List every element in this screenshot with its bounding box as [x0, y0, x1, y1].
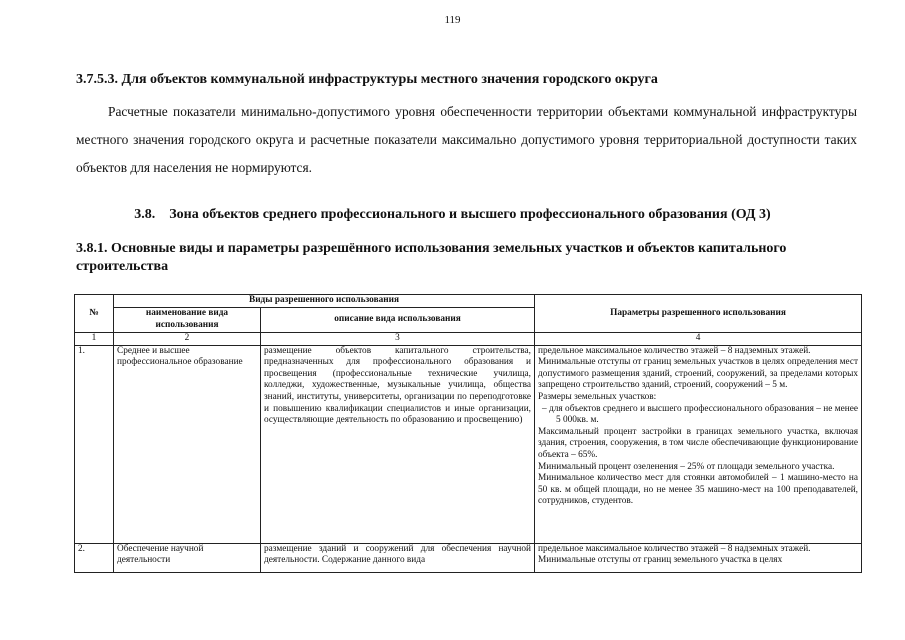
section-number: 3.8. [134, 207, 156, 222]
use-type-description: размещение объектов капитального строительства, предназначенных для профессионального образования и просвещения (профессиональные технические училища, колледжи, художественные, музыкальные училища, общества знаний, институты, университеты, организации по переподготовке и повышению квалификации специалистов и иные организации, осуществляющие деятельность по образованию и просвещению) [261, 345, 535, 543]
row-number: 1. [75, 345, 114, 543]
index-cell: 1 [75, 333, 114, 346]
use-type-description: размещение зданий и сооружений для обеспечения научной деятельности. Содержание данного вида [261, 543, 535, 572]
section-title: Зона объектов среднего профессионального и высшего профессионального образования (ОД 3) [169, 207, 771, 222]
table-row [75, 345, 862, 543]
param-setbacks: Минимальные отступы от границ земельного участка в целях [538, 555, 783, 566]
index-cell: 4 [535, 333, 862, 346]
page-number: 119 [444, 14, 461, 26]
section-heading-3-7-5-3: 3.7.5.3. Для объектов коммунальной инфраструктуры местного значения городского округа [76, 72, 658, 87]
param-floors: предельное максимальное количество этажей – 8 надземных этажей. [538, 345, 811, 356]
row-number: 2. [75, 543, 114, 572]
header-types-group: Виды разрешенного использования [114, 295, 535, 308]
param-plot-size: – для объектов среднего и высшего профессионального образования – не менее 5 000кв. м. [542, 403, 859, 426]
use-parameters [535, 543, 862, 572]
index-cell: 3 [261, 333, 535, 346]
use-type-name: Обеспечение научной деятельности [114, 543, 261, 572]
param-floors: предельное максимальное количество этажей – 8 надземных этажей. [538, 543, 811, 554]
header-params: Параметры разрешенного использования [535, 295, 862, 333]
land-use-table [74, 294, 862, 573]
section-heading-3-8-1: 3.8.1. Основные виды и параметры разрешённого использования земельных участков и объектов капитального строительства [76, 241, 787, 274]
use-parameters [535, 345, 862, 543]
param-coverage: Максимальный процент застройки в границах земельного участка, включая здания, строения, сооружения, в том числе обеспечивающие функционирование объекта – 65%. [538, 426, 859, 460]
use-type-name: Среднее и высшее профессиональное образование [114, 345, 261, 543]
param-plot-size-heading: Размеры земельных участков: [538, 391, 657, 402]
param-parking: Минимальное количество мест для стоянки автомобилей – 1 машино-место на 50 кв. м общей площади, но не менее 35 машино-мест на 100 преподавателей, сотрудников, студентов. [538, 473, 859, 507]
param-greenery: Минимальный процент озеленения – 25% от площади земельного участка. [538, 461, 835, 472]
table-row [75, 543, 862, 572]
section-heading-3-8 [0, 207, 905, 223]
header-type-name: наименование вида использования [114, 308, 261, 333]
body-paragraph: Расчетные показатели минимально-допустимого уровня обеспеченности территории объектами коммунальной инфраструктуры местного значения городского округа и расчетные показатели максимально допустимого уровня территориальной доступности таких объектов для населения не нормируются. [76, 104, 857, 175]
table-header-row-1 [75, 295, 862, 308]
header-type-description: описание вида использования [261, 308, 535, 333]
index-cell: 2 [114, 333, 261, 346]
table-index-row [75, 333, 862, 346]
param-setbacks: Минимальные отступы от границ земельных участков в целях определения мест допустимого размещения зданий, строений, сооружений, за пределами которых запрещено строительство зданий, строений, сооружений – 5 м. [538, 357, 859, 391]
header-num: № [75, 295, 114, 333]
